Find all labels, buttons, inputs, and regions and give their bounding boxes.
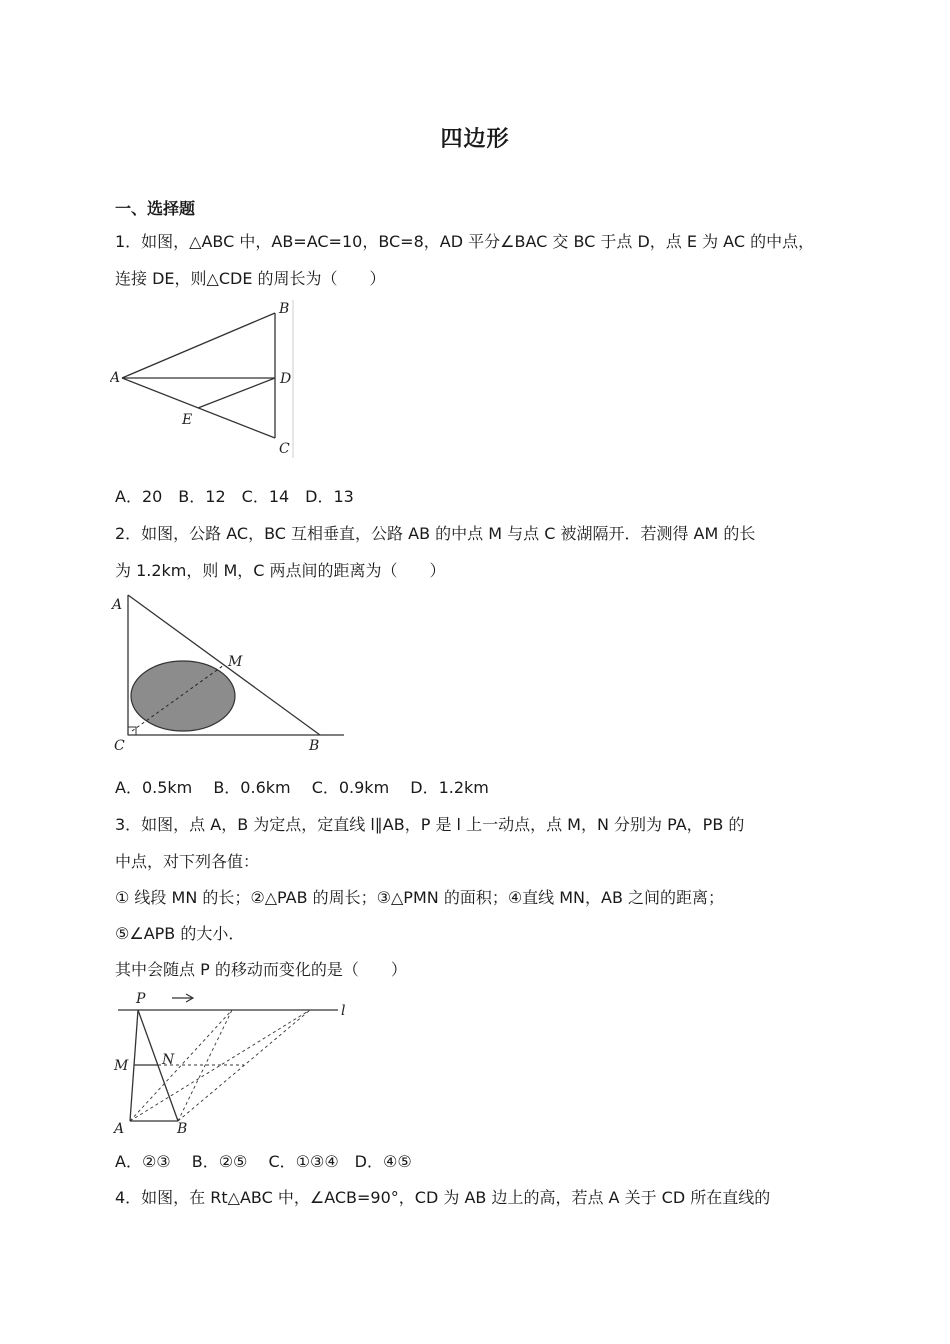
q2-stem-line-1: 2．如图，公路 AC，BC 互相垂直，公路 AB 的中点 M 与点 C 被湖隔开．若测得 AM 的长	[115, 524, 756, 543]
q3-options: A．②③ B．②⑤ C．①③④ D．④⑤	[115, 1152, 412, 1171]
q2-stem-line-2: 为 1.2km，则 M，C 两点间的距离为（ ）	[115, 561, 446, 580]
q1-label-c: C	[279, 441, 290, 457]
q3-stem-line-4: ⑤∠APB 的大小．	[115, 924, 245, 943]
q3-label-m: M	[114, 1058, 129, 1074]
q2-options: A．0.5km B．0.6km C．0.9km D．1.2km	[115, 778, 489, 797]
q3-figure	[110, 988, 355, 1138]
q1-segment-ab	[122, 313, 275, 378]
q3-label-l: l	[341, 1003, 346, 1019]
q1-label-a: A	[110, 370, 121, 386]
q3-dashed-b-p2	[178, 1010, 232, 1121]
q2-label-a: A	[112, 597, 123, 613]
q3-stem-line-2: 中点，对下列各值：	[115, 852, 260, 871]
q1-label-e: E	[182, 412, 193, 428]
q2-figure	[110, 592, 350, 757]
q2-lake	[131, 661, 235, 731]
q3-label-a: A	[114, 1121, 125, 1137]
section-heading: 一、选择题	[115, 199, 196, 218]
page-title: 四边形	[440, 127, 510, 152]
q2-label-b: B	[309, 738, 320, 754]
q1-figure	[110, 298, 300, 460]
q3-label-b: B	[177, 1121, 188, 1137]
q1-options: A．20 B．12 C．14 D．13	[115, 487, 354, 506]
q3-label-p: P	[136, 991, 146, 1007]
q4-stem-line-1: 4．如图，在 Rt△ABC 中，∠ACB=90°，CD 为 AB 边上的高，若点 A 关于 CD 所在直线的	[115, 1188, 771, 1207]
q3-stem-line-3: ① 线段 MN 的长；②△PAB 的周长；③△PMN 的面积；④直线 MN，AB 之间的距离；	[115, 888, 725, 907]
q1-stem-line-2: 连接 DE，则△CDE 的周长为（ ）	[115, 269, 386, 288]
q2-label-m: M	[228, 654, 243, 670]
q1-label-b: B	[279, 301, 290, 317]
q3-dashed-b-p3	[178, 1010, 310, 1121]
q3-stem-line-1: 3．如图，点 A，B 为定点，定直线 l∥AB，P 是 l 上一动点，点 M，N 分别为 PA，PB 的	[115, 815, 745, 834]
q1-segment-de	[198, 378, 275, 408]
q2-label-c: C	[114, 738, 125, 754]
q1-stem-line-1: 1．如图，△ABC 中，AB=AC=10，BC=8，AD 平分∠BAC 交 BC 于点 D，点 E 为 AC 的中点，	[115, 232, 815, 251]
q1-label-d: D	[280, 371, 292, 387]
q3-label-n: N	[162, 1052, 175, 1068]
q3-stem-line-5: 其中会随点 P 的移动而变化的是（ ）	[115, 960, 407, 979]
